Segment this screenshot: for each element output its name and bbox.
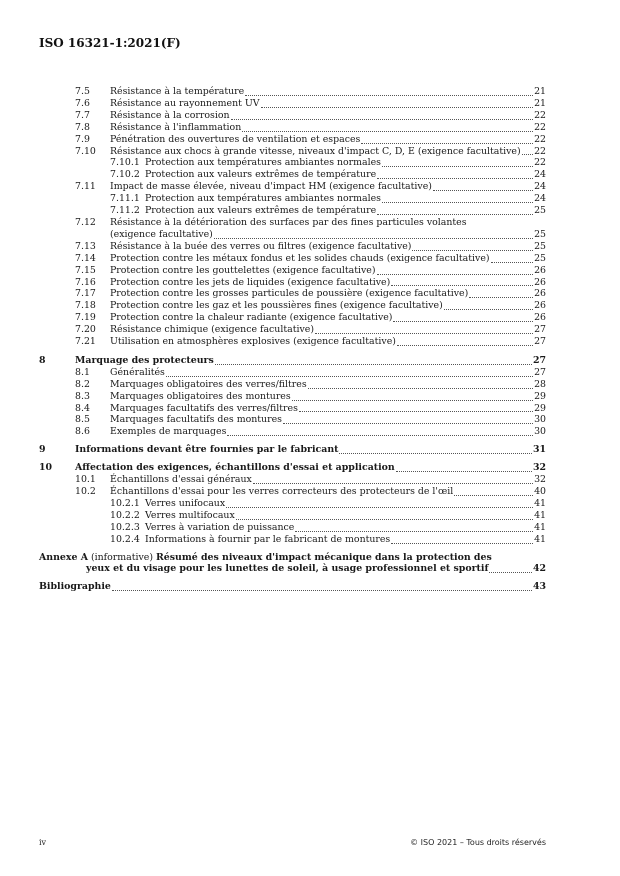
toc-entry-7-20[interactable]: 7.20 Résistance chimique (exigence facultative) 27 <box>75 324 546 336</box>
toc-entry-7-12[interactable]: 7.12 Résistance à la détérioration des surfaces par des fines particules volantes (exigence facultative) 25 <box>75 216 546 240</box>
table-of-contents <box>39 86 546 593</box>
toc-entry-7-21[interactable]: 7.21 Utilisation en atmosphères explosives (exigence facultative) 27 <box>75 336 546 348</box>
toc-entry-7-19[interactable]: 7.19 Protection contre la chaleur radiante (exigence facultative) 26 <box>75 312 546 324</box>
page-footer <box>39 838 546 847</box>
toc-entry-10-2-4[interactable]: 10.2.4 Informations à fournir par le fabricant de montures 41 <box>110 533 546 545</box>
toc-entry-7-11-1[interactable]: 7.11.1 Protection aux températures ambiantes normales 24 <box>110 193 546 205</box>
toc-entry-10-2-1[interactable]: 10.2.1 Verres unifocaux 41 <box>110 497 546 509</box>
annex-page: 42 <box>532 563 546 575</box>
page-number: iv <box>39 838 47 847</box>
toc-entry-8-6[interactable]: 8.6 Exemples de marquages 30 <box>75 426 546 438</box>
toc-entry-7-6[interactable]: 7.6 Résistance au rayonnement UV 21 <box>75 97 546 109</box>
toc-annex-a[interactable] <box>39 552 546 576</box>
annex-type: (informative) <box>90 551 153 563</box>
toc-entry-7-5[interactable]: 7.5 Résistance à la température 21 <box>75 86 546 97</box>
copyright-notice: © ISO 2021 – Tous droits réservés <box>410 838 546 847</box>
toc-entry-10-2-3[interactable]: 10.2.3 Verres à variation de puissance 41 <box>110 521 546 533</box>
toc-entry-8-2[interactable]: 8.2 Marquages obligatoires des verres/filtres 28 <box>75 378 546 390</box>
annex-label: Annexe A <box>39 551 88 563</box>
toc-section-8[interactable]: 8 Marquage des protecteurs 27 <box>39 354 546 366</box>
toc-entry-7-16[interactable]: 7.16 Protection contre les jets de liquides (exigence facultative) 26 <box>75 276 546 288</box>
toc-entry-7-7[interactable]: 7.7 Résistance à la corrosion 22 <box>75 109 546 121</box>
annex-title-line2: yeux et du visage pour les lunettes de soleil, à usage professionnel et sportif <box>86 563 489 575</box>
toc-entry-7-8[interactable]: 7.8 Résistance à l'inflammation 22 <box>75 121 546 133</box>
toc-entry-8-3[interactable]: 8.3 Marquages obligatoires des montures 29 <box>75 390 546 402</box>
document-id: ISO 16321-1:2021(F) <box>39 36 181 50</box>
toc-entry-10-2-2[interactable]: 10.2.2 Verres multifocaux 41 <box>110 509 546 521</box>
toc-entry-8-4[interactable]: 8.4 Marquages facultatifs des verres/filtres 29 <box>75 402 546 414</box>
annex-title-line1: Résumé des niveaux d'impact mécanique dans la protection des <box>155 551 492 563</box>
toc-entry-7-11-2[interactable]: 7.11.2 Protection aux valeurs extrêmes de température 25 <box>110 205 546 217</box>
toc-bibliography[interactable]: Bibliographie 43 <box>39 581 546 593</box>
toc-entry-7-11[interactable]: 7.11 Impact de masse élevée, niveau d'impact HM (exigence facultative) 24 <box>75 181 546 193</box>
toc-entry-7-10-2[interactable]: 7.10.2 Protection aux valeurs extrêmes de température 24 <box>110 169 546 181</box>
toc-entry-7-10-1[interactable]: 7.10.1 Protection aux températures ambiantes normales 22 <box>110 157 546 169</box>
toc-entry-8-1[interactable]: 8.1 Généralités 27 <box>75 366 546 378</box>
toc-section-10[interactable]: 10 Affectation des exigences, échantillons d'essai et application 32 <box>39 462 546 474</box>
toc-entry-7-9[interactable]: 7.9 Pénétration des ouvertures de ventilation et espaces 22 <box>75 133 546 145</box>
toc-entry-10-2[interactable]: 10.2 Échantillons d'essai pour les verres correcteurs des protecteurs de l'œil 40 <box>75 486 546 497</box>
toc-entry-7-17[interactable]: 7.17 Protection contre les grosses particules de poussière (exigence facultative) 26 <box>75 288 546 300</box>
toc-entry-7-13[interactable]: 7.13 Résistance à la buée des verres ou filtres (exigence facultative) 25 <box>75 240 546 252</box>
toc-entry-7-15[interactable]: 7.15 Protection contre les gouttelettes (exigence facultative) 26 <box>75 264 546 276</box>
toc-entry-7-18[interactable]: 7.18 Protection contre les gaz et les poussières fines (exigence facultative) 26 <box>75 300 546 312</box>
toc-entry-7-10[interactable]: 7.10 Résistance aux chocs à grande vitesse, niveaux d'impact C, D, E (exigence facultative) 22 <box>75 145 546 157</box>
toc-entry-8-5[interactable]: 8.5 Marquages facultatifs des montures 30 <box>75 414 546 426</box>
toc-section-9[interactable]: 9 Informations devant être fournies par le fabricant 31 <box>39 444 546 456</box>
toc-entry-10-1[interactable]: 10.1 Échantillons d'essai généraux 32 <box>75 474 546 486</box>
toc-entry-7-14[interactable]: 7.14 Protection contre les métaux fondus et les solides chauds (exigence facultative) 25 <box>75 252 546 264</box>
